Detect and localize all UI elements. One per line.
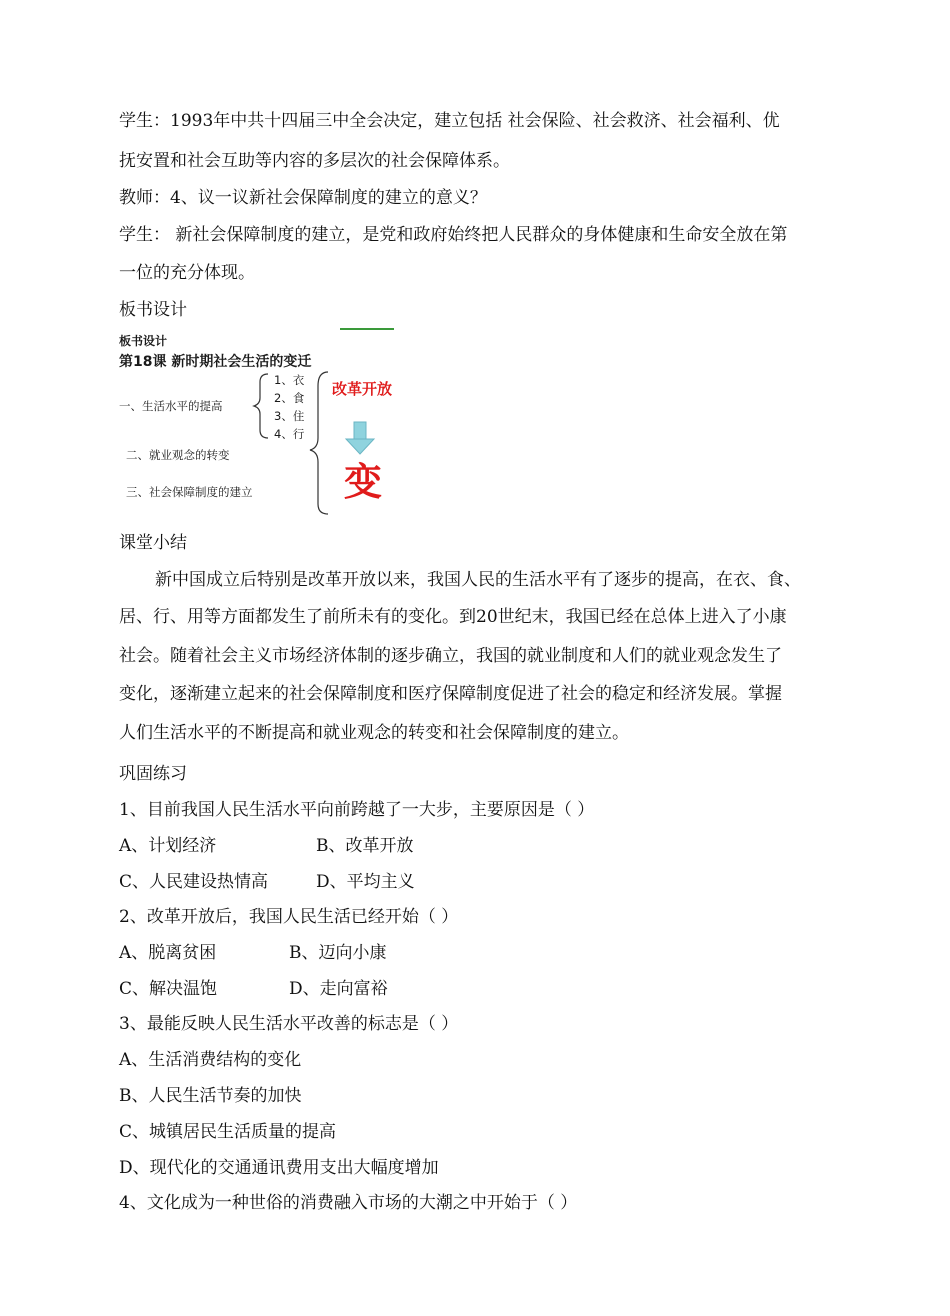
board-change-label: 变 [344, 460, 383, 504]
question-3: 3、最能反映人民生活水平改善的标志是（ ） [119, 1014, 459, 1034]
question-4: 4、文化成为一种世俗的消费融入市场的大潮之中开始于（ ） [119, 1193, 578, 1213]
question-2-option-a: A、脱离贫困 [119, 943, 217, 963]
paragraph-student-1: 学生：1993年中共十四届三中全会决定，建立包括 社会保险、社会救济、社会福利、优 [119, 111, 780, 131]
summary-line-4: 变化，逐渐建立起来的社会保障制度和医疗保障制度促进了社会的稳定和经济发展。掌握 [119, 684, 782, 704]
summary-line-1: 新中国成立后特别是改革开放以来，我国人民的生活水平有了逐步的提高，在衣、食、 [155, 570, 801, 590]
question-3-option-b: B、人民生活节奏的加快 [119, 1086, 302, 1106]
board-item-2: 二、就业观念的转变 [126, 448, 230, 462]
small-brace [254, 374, 268, 438]
question-2: 2、改革开放后，我国人民生活已经开始（ ） [119, 907, 459, 927]
question-1-option-c: C、人民建设热情高 [119, 872, 269, 892]
board-sub-4: 4、行 [274, 427, 305, 441]
question-1-option-a: A、计划经济 [119, 836, 217, 856]
large-brace [310, 372, 328, 514]
paragraph-student-2-cont: 一位的充分体现。 [119, 263, 255, 283]
board-header: 板书设计 [119, 334, 168, 348]
board-sub-2: 2、食 [274, 391, 305, 405]
board-lesson-title: 第18课 新时期社会生活的变迁 [119, 354, 312, 370]
board-reform-label: 改革开放 [332, 380, 393, 398]
question-3-option-d: D、现代化的交通通讯费用支出大幅度增加 [119, 1158, 439, 1178]
summary-line-2: 居、行、用等方面都发生了前所未有的变化。到20世纪末，我国已经在总体上进入了小康 [119, 607, 787, 627]
question-1: 1、目前我国人民生活水平向前跨越了一大步，主要原因是（ ） [119, 800, 595, 820]
paragraph-student-1-cont: 抚安置和社会互助等内容的多层次的社会保障体系。 [119, 151, 510, 171]
question-2-option-b: B、迈向小康 [289, 943, 387, 963]
question-1-option-b: B、改革开放 [316, 836, 414, 856]
board-item-1: 一、生活水平的提高 [119, 399, 223, 413]
board-sub-3: 3、住 [274, 409, 305, 423]
paragraph-student-2: 学生： 新社会保障制度的建立，是党和政府始终把人民群众的身体健康和生命安全放在第 [119, 225, 788, 245]
summary-line-3: 社会。随着社会主义市场经济体制的逐步确立，我国的就业制度和人们的就业观念发生了 [119, 646, 782, 666]
section-heading-exercises: 巩固练习 [119, 764, 187, 784]
section-heading-board: 板书设计 [119, 300, 187, 320]
question-3-option-a: A、生活消费结构的变化 [119, 1050, 302, 1070]
section-heading-summary: 课堂小结 [119, 533, 187, 553]
question-2-option-c: C、解决温饱 [119, 979, 218, 999]
summary-line-5: 人们生活水平的不断提高和就业观念的转变和社会保障制度的建立。 [119, 723, 629, 743]
question-3-option-c: C、城镇居民生活质量的提高 [119, 1122, 337, 1142]
arrow-shaft [354, 422, 366, 440]
paragraph-teacher-4: 教师：4、议一议新社会保障制度的建立的意义？ [119, 188, 487, 208]
board-design-image [118, 326, 396, 516]
board-item-3: 三、社会保障制度的建立 [126, 485, 253, 499]
question-1-option-d: D、平均主义 [316, 872, 415, 892]
down-arrow-icon [346, 439, 374, 454]
question-2-option-d: D、走向富裕 [289, 979, 388, 999]
board-sub-1: 1、衣 [274, 373, 305, 387]
